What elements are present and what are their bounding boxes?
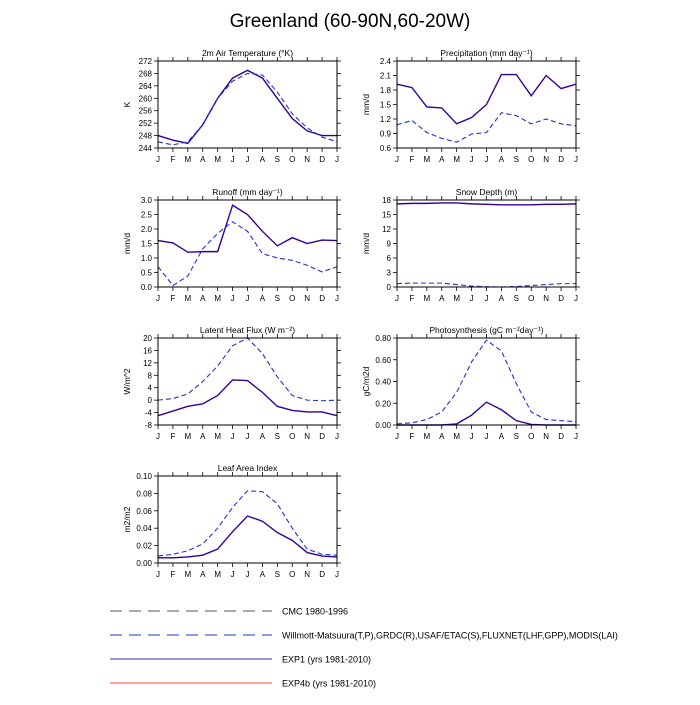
x-tick-label: M [184, 432, 192, 441]
y-axis-label: mm/d [361, 232, 371, 255]
x-tick-label: A [498, 432, 505, 441]
x-tick-label: O [528, 155, 535, 164]
x-tick-label: M [184, 155, 192, 164]
y-tick-label: 0 [147, 396, 152, 406]
y-axis-label: K [122, 101, 132, 108]
y-tick-label: 0.5 [140, 268, 152, 278]
legend-label: CMC 1980-1996 [282, 606, 349, 617]
legend-label: EXP1 (yrs 1981-2010) [282, 654, 372, 665]
x-tick-label: J [245, 432, 250, 441]
x-tick-label: M [214, 570, 222, 579]
x-tick-label: J [574, 294, 578, 303]
x-tick-label: A [200, 570, 206, 579]
x-tick-label: A [200, 155, 206, 164]
x-tick-label: J [574, 432, 578, 441]
x-tick-label: J [230, 155, 235, 164]
x-tick-label: J [335, 294, 339, 303]
x-tick-label: F [170, 155, 176, 164]
x-tick-label: D [319, 432, 325, 441]
series-line-exp1 [397, 75, 576, 124]
y-axis-label: gC/m2d [361, 366, 371, 397]
y-tick-label: 0.80 [375, 334, 391, 343]
x-tick-label: A [439, 294, 445, 303]
panel-title: 2m Air Temperature (°K) [201, 48, 294, 58]
x-tick-label: J [230, 570, 235, 579]
y-tick-label: 1.2 [379, 115, 391, 124]
x-tick-label: M [184, 570, 192, 579]
x-tick-label: J [469, 432, 474, 441]
x-tick-label: M [423, 155, 431, 164]
x-tick-label: D [558, 432, 564, 441]
panel-2 [122, 187, 341, 303]
y-tick-label: 2.4 [379, 57, 391, 66]
x-tick-label: O [289, 570, 296, 579]
y-tick-label: 248 [138, 131, 152, 141]
x-tick-label: J [245, 570, 250, 579]
x-tick-label: M [423, 294, 431, 303]
x-tick-label: N [304, 432, 311, 441]
x-tick-label: J [335, 570, 339, 579]
y-tick-label: 3 [386, 268, 391, 278]
y-tick-label: 0.20 [375, 399, 391, 409]
x-tick-label: F [170, 432, 176, 441]
x-tick-label: O [289, 432, 296, 441]
series-line-obs [158, 338, 337, 401]
y-tick-label: 0.06 [136, 506, 152, 516]
y-tick-label: 0.02 [136, 541, 152, 551]
y-tick-label: 0.10 [136, 472, 152, 481]
x-tick-label: A [200, 294, 206, 303]
y-tick-label: 0.08 [136, 489, 152, 499]
x-tick-label: S [274, 294, 281, 303]
x-tick-label: J [230, 432, 235, 441]
x-tick-label: J [484, 432, 489, 441]
x-tick-label: J [484, 155, 489, 164]
legend-label: EXP4b (yrs 1981-2010) [282, 678, 377, 689]
y-tick-label: 0.6 [379, 144, 391, 153]
x-tick-label: D [558, 155, 564, 164]
y-tick-label: 0.04 [136, 524, 152, 534]
x-tick-label: J [469, 155, 474, 164]
panel-title: Snow Depth (m) [455, 187, 518, 197]
x-tick-label: J [245, 294, 250, 303]
legend-label: Willmott-Matsuura(T,P),GRDC(R),USAF/ETAC(S),FLUXNET(LHF,GPP),MODIS(LAI) [282, 630, 618, 641]
legend [110, 607, 618, 689]
y-tick-label: 260 [138, 94, 152, 104]
series-line-obs [158, 222, 337, 286]
x-tick-label: J [395, 155, 399, 164]
y-tick-label: 12 [382, 225, 391, 234]
x-tick-label: J [245, 155, 250, 164]
series-line-exp1 [158, 205, 337, 252]
series-line-exp1 [158, 70, 337, 143]
y-tick-label: 16 [143, 346, 152, 356]
x-tick-label: A [439, 432, 445, 441]
x-tick-label: M [423, 432, 431, 441]
figure-title: Greenland (60-90N,60-20W) [229, 11, 471, 32]
x-tick-label: J [156, 155, 160, 164]
panel-title: Latent Heat Flux (W m⁻²) [199, 325, 296, 335]
x-tick-label: M [214, 294, 222, 303]
x-tick-label: N [304, 155, 311, 164]
x-tick-label: M [184, 294, 192, 303]
x-tick-label: S [513, 294, 520, 303]
x-tick-label: J [156, 432, 160, 441]
x-tick-label: F [409, 432, 415, 441]
plot-frame [158, 476, 337, 563]
y-tick-label: -4 [144, 408, 152, 418]
x-tick-label: J [395, 294, 399, 303]
y-tick-label: 20 [143, 334, 152, 343]
y-tick-label: 2.0 [140, 225, 152, 234]
x-tick-label: A [498, 155, 505, 164]
y-tick-label: 1.8 [379, 86, 391, 95]
x-tick-label: S [513, 155, 520, 164]
x-tick-label: J [484, 294, 489, 303]
series-line-obs [397, 283, 576, 287]
x-tick-label: A [259, 155, 266, 164]
y-axis-label: m2/m2 [122, 506, 132, 533]
x-tick-label: M [214, 432, 222, 441]
x-tick-label: D [319, 294, 325, 303]
x-tick-label: J [156, 570, 160, 579]
series-line-obs [397, 113, 576, 142]
x-tick-label: J [335, 432, 339, 441]
panel-5 [361, 325, 580, 441]
panel-title: Leaf Area Index [217, 463, 278, 473]
x-tick-label: N [304, 570, 311, 579]
x-tick-label: A [259, 432, 266, 441]
y-tick-label: 15 [382, 210, 391, 220]
series-line-obs [397, 340, 576, 424]
series-line-exp1 [158, 380, 337, 416]
y-tick-label: 1.5 [140, 239, 152, 249]
x-tick-label: A [259, 294, 266, 303]
x-tick-label: N [304, 294, 311, 303]
panel-title: Photosynthesis (gC m⁻²day⁻¹) [429, 325, 544, 335]
y-tick-label: 0 [386, 283, 391, 292]
y-tick-label: 6 [386, 254, 391, 263]
x-tick-label: F [170, 570, 176, 579]
x-tick-label: N [543, 155, 550, 164]
y-axis-label: mm/d [122, 232, 132, 255]
x-tick-label: N [543, 432, 550, 441]
y-axis-label: mm/d [361, 93, 371, 116]
x-tick-label: D [558, 294, 564, 303]
x-tick-label: A [259, 570, 266, 579]
plot-frame [397, 200, 576, 287]
plot-frame [397, 338, 576, 425]
x-tick-label: F [409, 155, 415, 164]
y-tick-label: 244 [138, 144, 152, 153]
y-axis-label: W/m^2 [122, 368, 132, 395]
x-tick-label: D [319, 155, 325, 164]
series-line-exp1 [397, 203, 576, 205]
x-tick-label: O [528, 432, 535, 441]
series-line-obs [158, 491, 337, 556]
y-tick-label: 18 [382, 196, 391, 205]
x-tick-label: F [170, 294, 176, 303]
y-tick-label: 0.00 [136, 559, 152, 568]
x-tick-label: O [528, 294, 535, 303]
y-tick-label: 0.9 [379, 129, 391, 139]
y-tick-label: 3.0 [140, 196, 152, 205]
x-tick-label: J [395, 432, 399, 441]
y-tick-label: 0.00 [375, 421, 391, 430]
y-tick-label: 8 [147, 371, 152, 381]
panel-0 [122, 48, 341, 164]
x-tick-label: J [469, 294, 474, 303]
y-tick-label: 1.0 [140, 254, 152, 263]
x-tick-label: S [274, 155, 281, 164]
y-tick-label: 0.40 [375, 377, 391, 387]
x-tick-label: S [513, 432, 520, 441]
x-tick-label: J [156, 294, 160, 303]
x-tick-label: J [335, 155, 339, 164]
x-tick-label: M [453, 294, 461, 303]
x-tick-label: D [319, 570, 325, 579]
y-tick-label: 2.1 [379, 71, 391, 81]
x-tick-label: M [453, 155, 461, 164]
x-tick-label: M [214, 155, 222, 164]
x-tick-label: N [543, 294, 550, 303]
y-tick-label: 1.5 [379, 100, 391, 110]
x-tick-label: O [289, 155, 296, 164]
x-tick-label: S [274, 570, 281, 579]
y-tick-label: 12 [143, 358, 152, 368]
x-tick-label: J [230, 294, 235, 303]
y-tick-label: 9 [386, 239, 391, 249]
panel-title: Runoff (mm day⁻¹) [212, 187, 283, 197]
x-tick-label: A [200, 432, 206, 441]
x-tick-label: A [439, 155, 445, 164]
series-line-exp1 [397, 402, 576, 425]
x-tick-label: J [574, 155, 578, 164]
panel-3 [361, 187, 580, 303]
panel-title: Precipitation (mm day⁻¹) [440, 48, 533, 58]
x-tick-label: M [453, 432, 461, 441]
y-tick-label: 0.60 [375, 355, 391, 365]
panel-1 [361, 48, 580, 164]
y-tick-label: 256 [138, 106, 152, 116]
x-tick-label: O [289, 294, 296, 303]
y-tick-label: 252 [138, 119, 152, 129]
y-tick-label: 0.0 [140, 283, 152, 292]
y-tick-label: -8 [144, 421, 152, 430]
y-tick-label: 264 [138, 81, 152, 91]
panel-4 [122, 325, 341, 441]
x-tick-label: S [274, 432, 281, 441]
y-tick-label: 268 [138, 69, 152, 79]
y-tick-label: 2.5 [140, 210, 152, 220]
x-tick-label: A [498, 294, 505, 303]
series-line-obs [158, 73, 337, 144]
y-tick-label: 272 [138, 57, 152, 66]
panel-6 [122, 463, 341, 579]
y-tick-label: 4 [147, 383, 152, 393]
x-tick-label: F [409, 294, 415, 303]
